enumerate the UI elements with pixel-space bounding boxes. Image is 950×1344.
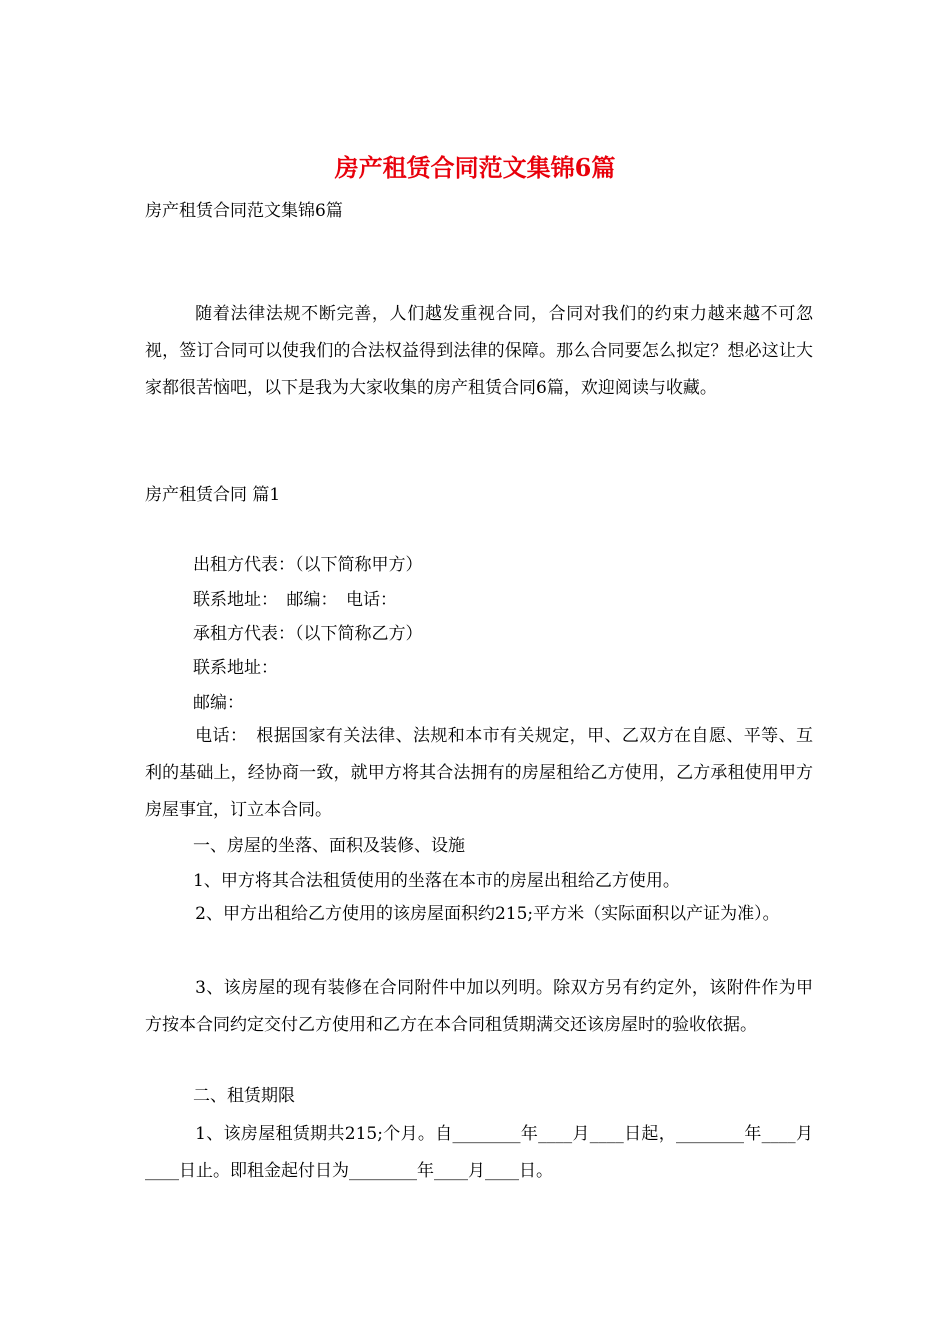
contract-preamble: 电话： 根据国家有关法律、法规和本市有关规定，甲、乙双方在自愿、平等、互利的基础上，经协商一致，就甲方将其合法拥有的房屋租给乙方使用，乙方承租使用甲方房屋事宜，订立本合同。 (145, 726, 813, 820)
lessee-address: 联系地址： (193, 658, 278, 678)
clause1-item3: 3、该房屋的现有装修在合同附件中加以列明。除双方另有约定外，该附件作为甲方按本合同约定交付乙方使用和乙方在本合同租赁期满交还该房屋时的验收依据。 (145, 978, 813, 1035)
intro-paragraph: 随着法律法规不断完善，人们越发重视合同，合同对我们的约束力越来越不可忽视，签订合同可以使我们的合法权益得到法律的保障。那么合同要怎么拟定？想必这让大家都很苦恼吧，以下是我为大家收集的房产租赁合同6篇，欢迎阅读与收藏。 (145, 304, 813, 398)
clause2-heading: 二、租赁期限 (193, 1086, 295, 1106)
lessee-postcode: 邮编： (193, 693, 244, 713)
clause1-item2: 2、甲方出租给乙方使用的该房屋面积约215;平方米（实际面积以产证为准）。 (195, 904, 780, 924)
clause1-item1: 1、甲方将其合法租赁使用的坐落在本市的房屋出租给乙方使用。 (193, 871, 680, 891)
lessee-representative: 承租方代表：（以下简称乙方） (193, 624, 423, 644)
section-heading: 房产租赁合同 篇1 (145, 485, 281, 505)
document-title: 房产租赁合同范文集锦6篇 (334, 153, 616, 182)
lessor-contact: 联系地址： 邮编： 电话： (193, 590, 397, 610)
lessor-representative: 出租方代表：（以下简称甲方） (193, 555, 423, 575)
clause1-heading: 一、房屋的坐落、面积及装修、设施 (193, 836, 465, 856)
document-subtitle: 房产租赁合同范文集锦6篇 (145, 201, 343, 221)
clause2-item1: 1、该房屋租赁期共215;个月。自________年____月____日起，________年____月____日止。即租金起付日为________年____月____日。 (145, 1124, 813, 1181)
